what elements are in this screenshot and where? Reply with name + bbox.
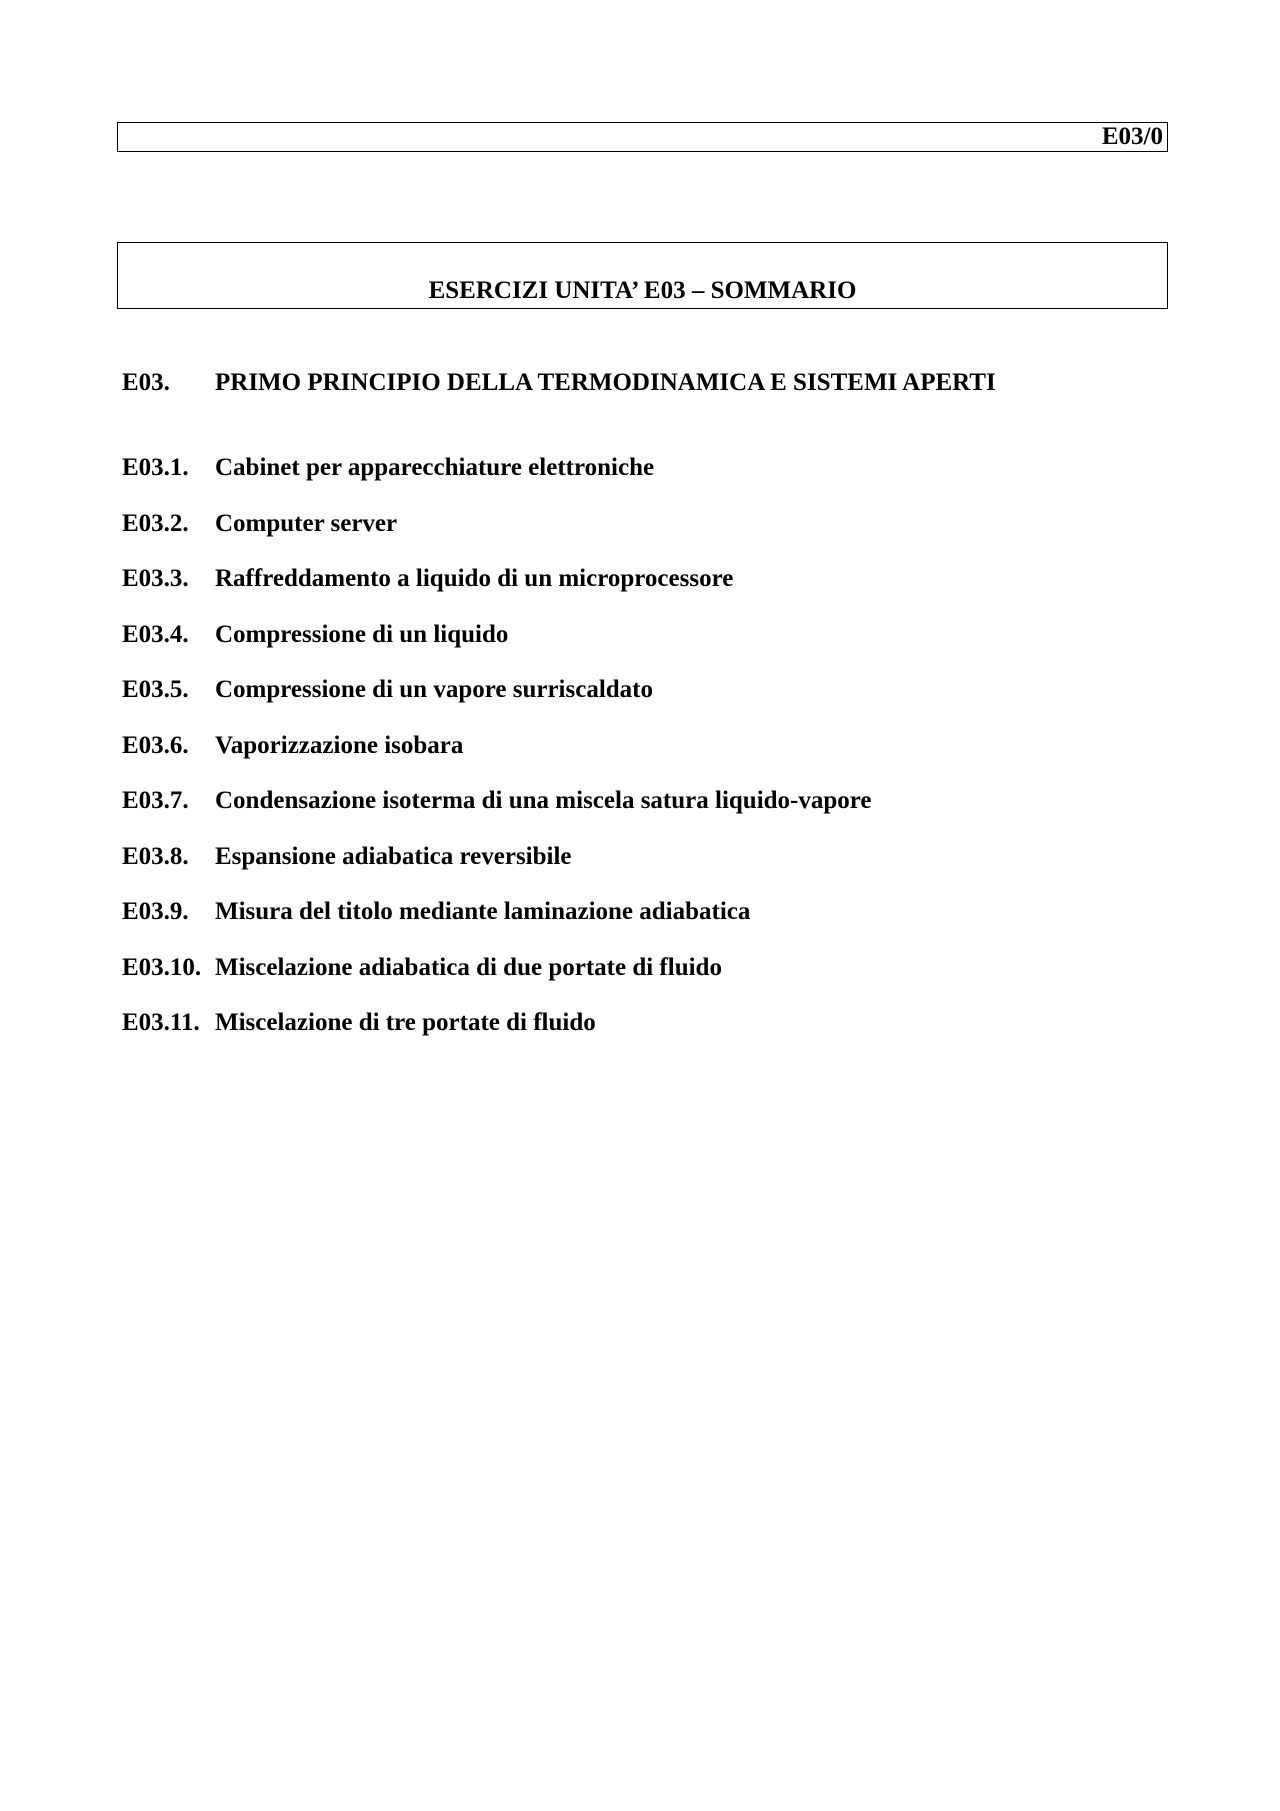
exercise-title: Condensazione isoterma di una miscela satura liquido-vapore [215,787,872,814]
exercise-title: Vaporizzazione isobara [215,731,464,759]
exercise-code: E03.1. [122,454,189,481]
page-code: E03/0 [1101,123,1163,150]
exercise-code: E03.9. [122,898,189,925]
list-item [122,842,872,898]
list-item [122,564,872,620]
page-title: ESERCIZI UNITA’ E03 – SOMMARIO [428,277,857,304]
list-item [122,1008,872,1064]
list-item [122,953,872,1009]
exercise-code: E03.6. [122,731,189,759]
list-item [122,675,872,731]
exercise-title: Compressione di un vapore surriscaldato [215,676,654,703]
page-header [117,122,1168,152]
exercise-title: Misura del titolo mediante laminazione adiabatica [215,898,751,925]
exercise-code: E03.8. [122,842,189,870]
title-box [117,242,1168,309]
exercise-title: Cabinet per apparecchiature elettroniche [215,454,655,481]
chapter-title: PRIMO PRINCIPIO DELLA TERMODINAMICA E SISTEMI APERTI [215,369,996,396]
exercise-title: Computer server [215,509,398,537]
list-item [122,786,872,842]
list-item [122,509,872,565]
exercise-title: Raffreddamento a liquido di un microprocessore [215,565,734,592]
chapter-heading [122,368,996,398]
exercise-title: Miscelazione adiabatica di due portate di fluido [215,953,722,981]
exercise-list [122,453,872,1064]
list-item [122,453,872,509]
exercise-code: E03.2. [122,509,189,537]
exercise-code: E03.5. [122,676,189,703]
list-item [122,731,872,787]
exercise-code: E03.3. [122,565,189,592]
exercise-title: Espansione adiabatica reversibile [215,842,572,870]
exercise-title: Compressione di un liquido [215,620,509,648]
exercise-code: E03.11. [122,1009,200,1036]
exercise-code: E03.4. [122,620,189,648]
chapter-code: E03. [122,369,170,396]
exercise-title: Miscelazione di tre portate di fluido [215,1009,596,1036]
list-item [122,897,872,953]
list-item [122,620,872,676]
exercise-code: E03.10. [122,953,202,981]
exercise-code: E03.7. [122,787,189,814]
